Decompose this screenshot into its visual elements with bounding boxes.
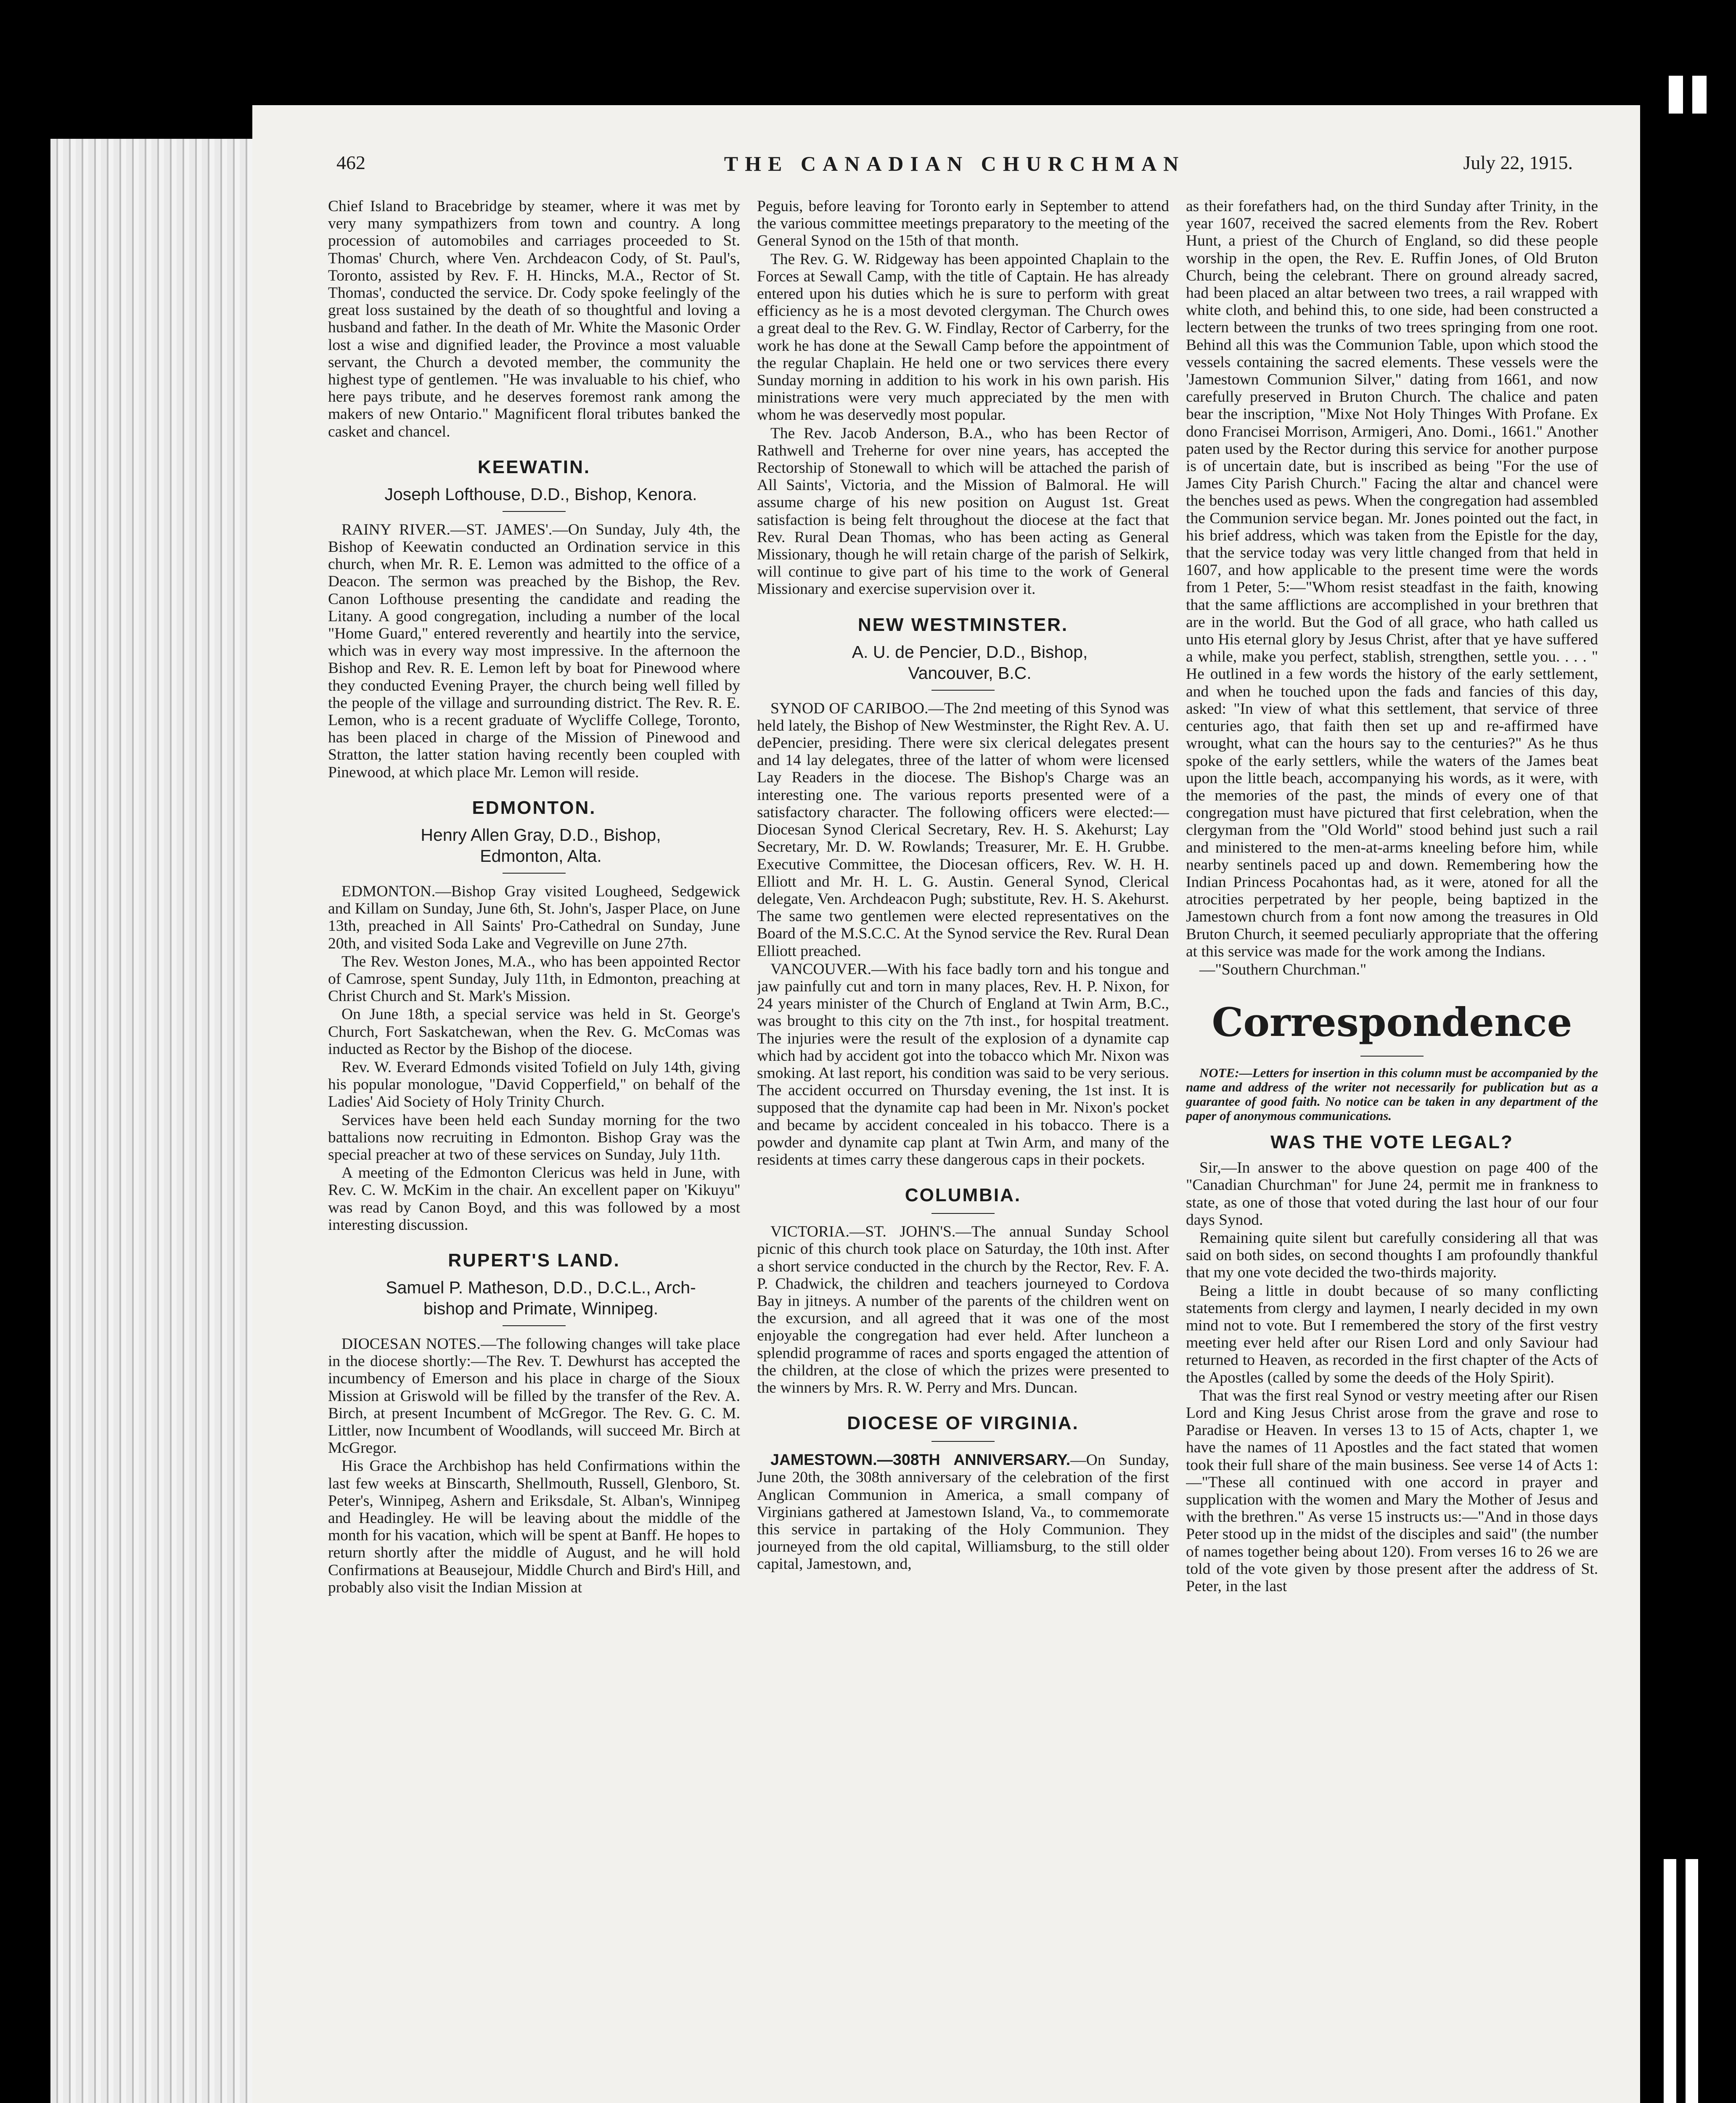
article-paragraph: The Rev. G. W. Ridgeway has been appointed Chaplain to the Forces at Sewall Camp, with the title of Captain. He has already entered upon his duties which he is sure to perform with great efficiency as he is a most devoted clergyman. The Church owes a great deal to the Rev. G. W. Findlay, Rector of Carberry, for the work he has done at the Sewall Camp before the appointment of the regular Chaplain. He held one or two services there every Sunday morning in addition to his work in his own parish. His ministrations were very much appreciated by the men with whom he was deservedly most popular.	[757, 250, 1169, 424]
section-heading-keewatin: KEEWATIN.	[477, 456, 591, 477]
article-paragraph: Rev. W. Everard Edmonds visited Tofield on July 14th, giving his popular monologue, "David Copperfield," on behalf of the Ladies' Aid Society of Holy Trinity Church.	[328, 1058, 740, 1111]
article-paragraph: His Grace the Archbishop has held Confirmations within the last few weeks at Binscarth, Shellmouth, Russell, Glenboro, St. Peter's, Winnipeg, Ashern and Eriksdale, St. Alban's, Winnipeg and Headingley. He will be leaving about the middle of the month for his vacation, which will be spent at Banff. He hopes to return shortly after the middle of August, and he will hold Confirmations at Beausejour, Middle Church and Bird's Hill, and probably also visit the Indian Mission at	[328, 1457, 740, 1596]
article-text: —On Sunday, June 20th, the 308th anniversary of the celebration of the first Anglican Communion in America, a small company of Virginians gathered at Jamestown Island, Va., to commemorate this service in partaking of the Holy Communion. They journeyed from the old capital, Williamsburg, to the still older capital, Jamestown, and,	[757, 1451, 1169, 1573]
bishop-line: A. U. de Pencier, D.D., Bishop,	[852, 642, 1088, 662]
bishop-line: Edmonton, Alta.	[480, 846, 602, 866]
bishop-line: Henry Allen Gray, D.D., Bishop,	[421, 825, 661, 845]
article-paragraph: RAINY RIVER.—ST. JAMES'.—On Sunday, July 4th, the Bishop of Keewatin conducted an Ordination service in this church, when Mr. R. E. Lemon was admitted to the office of a Deacon. The sermon was preached by the Bishop, the Rev. Canon Lofthouse presenting the candidate and reading the Litany. A good congregation, including a number of the local "Home Guard," entered reverently and heartily into the service, which was in every way most impressive. In the afternoon the Bishop and Rev. R. E. Lemon left by boat for Pinewood where they conducted Evening Prayer, the church being well filled by the people of the village and surrounding district. The Rev. R. E. Lemon, who is a recent graduate of Wycliffe College, Toronto, has been placed in charge of the Mission of Pinewood and Stratton, the latter station having recently been coupled with Pinewood, at which place Mr. Lemon will reside.	[328, 521, 740, 781]
letter-paragraph: That was the first real Synod or vestry meeting after our Risen Lord and King Jesus Christ arose from the grave and rose to Paradise or Heaven. In verses 13 to 15 of Acts, chapter 1, we have the names of 11 Apostles and the fact stated that women took their full share of the main business. See verse 14 of Acts 1:—"These all continued with one accord in prayer and supplication with the women and Mary the Mother of Jesus and with the brethren." As verse 15 instructs us:—"And in those days Peter stood up in the midst of the disciples and said" (the number of names together being about 120). From verses 16 to 26 we are told of the vote given by those present after the address of St. Peter, in the last	[1186, 1387, 1598, 1595]
article-paragraph: Services have been held each Sunday morning for the two battalions now recruiting in Edmonton. Bishop Gray was the special preacher at two of these services on Sunday, July 11th.	[328, 1111, 740, 1163]
divider-rule	[932, 690, 995, 691]
column-3	[1186, 198, 1598, 2103]
page-number: 462	[336, 152, 365, 173]
section-heading-new-westminster: NEW WESTMINSTER.	[857, 614, 1069, 635]
section-heading-virginia: DIOCESE OF VIRGINIA.	[847, 1413, 1079, 1434]
correspondence-heading: Correspondence	[1212, 999, 1572, 1046]
article-paragraph: On June 18th, a special service was held in St. George's Church, Fort Saskatchewan, when the Rev. G. McComas was inducted as Rector by the Bishop of the diocese.	[328, 1006, 740, 1058]
article-paragraph	[757, 1451, 1169, 1573]
article-source: —"Southern Churchman."	[1199, 961, 1367, 978]
run-in-heading: JAMESTOWN.—308TH ANNIVERSARY.	[770, 1451, 1071, 1469]
film-mark	[1692, 76, 1707, 114]
bishop-line: bishop and Primate, Winnipeg.	[423, 1298, 659, 1318]
page-header	[336, 151, 1573, 189]
column-1	[328, 198, 740, 2103]
letter-heading: WAS THE VOTE LEGAL?	[1270, 1132, 1514, 1153]
article-paragraph: VANCOUVER.—With his face badly torn and his tongue and jaw painfully cut and torn in many places, Rev. H. P. Nixon, for 24 years minister of the Church of England at Twin Arm, B.C., was brought to this city on the 7th inst., for hospital treatment. The injuries were the result of the explosion of a dynamite cap which had by accident got into the tobacco which Mr. Nixon was smoking. At last report, his condition was said to be very serious. The accident occurred on Thursday evening, the 1st inst. It is supposed that the dynamite cap had been in Mr. Nixon's pocket and became by accident concealed in his tobacco. There is a powder and dynamite cap plant at Twin Arm, and many of the residents at times carry these dangerous caps in their pockets.	[757, 960, 1169, 1168]
bishop-line: Vancouver, B.C.	[908, 663, 1032, 683]
article-paragraph: A meeting of the Edmonton Clericus was held in June, with Rev. C. W. McKim in the chair. An excellent paper on 'Kikuyu'' was read by Canon Boyd, and this was followed by a most interesting discussion.	[328, 1164, 740, 1234]
film-mark	[1669, 76, 1683, 114]
bishop-line: Samuel P. Matheson, D.D., D.C.L., Arch-	[386, 1277, 696, 1297]
book-binding-edge	[50, 139, 278, 2103]
film-edge-marks	[1660, 0, 1736, 2103]
editorial-note: NOTE:—Letters for insertion in this column must be accompanied by the name and address of the writer not necessarily for publication but as a guarantee of good faith. No notice can be taken in any department of the paper of anonymous communications.	[1186, 1065, 1598, 1123]
issue-date: July 22, 1915.	[1463, 152, 1573, 173]
divider-rule	[503, 1325, 566, 1326]
article-paragraph: SYNOD OF CARIBOO.—The 2nd meeting of this Synod was held lately, the Bishop of New Westminster, the Right Rev. A. U. dePencier, presiding. There were six clerical delegates present and 14 lay delegates, three of the latter of whom were licensed Lay Readers in the diocese. The Bishop's Charge was an interesting one. The various reports presented were of a satisfactory character. The following officers were elected:—Diocesan Synod Clerical Secretary, Rev. H. S. Akehurst; Lay Secretary, Mr. D. W. Rowlands; Treasurer, Mr. E. H. Grubbe. Executive Committee, the Diocesan officers, Rev. W. H. H. Elliott and Mr. H. L. G. Austin. General Synod, Clerical delegate, Ven. Archdeacon Pugh; substitute, Rev. H. S. Akehurst. The same two gentlemen were elected representatives on the Board of the M.S.C.C. At the Synod service the Rev. Rural Dean Elliott preached.	[757, 699, 1169, 960]
article-paragraph: Chief Island to Bracebridge by steamer, where it was met by very many sympathizers from town and country. A long procession of automobiles and carriages proceeded to St. Thomas' Church, where Ven. Archdeacon Cody, of St. Paul's, Toronto, assisted by Rev. F. H. Hincks, M.A., Rector of St. Thomas', conducted the service. Dr. Cody spoke feelingly of the great loss sustained by the death of so thoughtful and loving a husband and father. In the death of Mr. White the Masonic Order lost a wise and dignified leader, the Province a most valuable servant, the Church a devoted member, the community the highest type of gentlemen. "He was invaluable to his chief, who here pays tribute, and he deserves foremost rank among the makers of new Ontario." Magnificent floral tributes banked the casket and chancel.	[328, 198, 740, 440]
article-paragraph: The Rev. Weston Jones, M.A., who has been appointed Rector of Camrose, spent Sunday, July 11th, in Edmonton, preaching at Christ Church and St. Mark's Mission.	[328, 953, 740, 1005]
article-paragraph: as their forefathers had, on the third Sunday after Trinity, in the year 1607, received the sacred elements from the Rev. Robert Hunt, a priest of the Church of England, so did these people worship in the open, the Rev. E. Ruffin Jones, of Old Bruton Church, being the celebrant. There on ground already sacred, had been placed an altar between two trees, a rail wrapped with white cloth, and behind this, to one side, had been constructed a lectern between the trunks of two trees springing from one root. Behind all this was the Communion Table, upon which stood the vessels containing the sacred elements. These vessels were the 'Jamestown Communion Silver," dating from 1661, and now carefully preserved in Bruton Church. The chalice and paten bear the inscription, "Mixe Not Holy Thinges With Profane. Ex dono Francisei Morrison, Armigeri, Ano. Domi., 1661." Another paten used by the Rector during this service for another purpose is of uncertain date, but is inscribed as being "For the use of James City Parish Church." Facing the altar and chancel were the benches used as pews. When the congregation had assembled the Communion service began. Mr. Jones pointed out the fact, in his brief address, which was taken from the Epistle for the day, that the service today was very little changed from that held in 1607, and how applicable to the present time were the words from 1 Peter, 5:—"Whom resist steadfast in the faith, knowing that the same afflictions are accomplished in your brethren that are in the world. But the God of all grace, who hath called us unto His eternal glory by Jesus Christ, after that ye have suffered a while, make you perfect, stablish, strengthen, settle you. . . . " He outlined in a few words the history of the early settlement, and when he touched upon the fads and fancies of this day, asked: "In view of what this settlement, that service of three centuries ago, that faith then set up and re-affirmed have wrought, what can the hours say to the centuries?" As he thus spoke of the early settlers, while the waters of the James beat upon the little beach, accompanying his words, as it were, with the memories of the past, the minds of every one of that congregation must have pictured that first celebration, when the clergyman from the "Old World" stood behind just such a rail and ministered to the men-at-arms kneeling before him, while nearby sentinels paced up and down. Remembering how the Indian Princess Pocahontas had, as it were, atoned for all the atrocities perpetrated by her people, being baptized in the Jamestown church from a font now among the treasures in Old Bruton Church, it seemed peculiarly appropriate that the offering at this service was made for the work among the Indians.	[1186, 198, 1598, 960]
bishop-line: Joseph Lofthouse, D.D., Bishop, Kenora.	[384, 484, 697, 504]
film-mark	[1686, 1859, 1698, 2103]
masthead: THE CANADIAN CHURCHMAN	[724, 152, 1186, 175]
divider-rule	[932, 1213, 995, 1214]
divider-rule	[932, 1441, 995, 1442]
section-heading-columbia: COLUMBIA.	[905, 1185, 1021, 1206]
divider-rule	[1360, 1056, 1424, 1057]
divider-rule	[503, 511, 566, 512]
article-paragraph: DIOCESAN NOTES.—The following changes will take place in the diocese shortly:—The Rev. T. Dewhurst has accepted the incumbency of Emerson and his place in charge of the Sioux Mission at Griswold will be filled by the transfer of the Rev. A. Birch, at present Incumbent of McGregor. The Rev. G. C. M. Littler, now Incumbent of Woodlands, will succeed Mr. Birch at McGregor.	[328, 1335, 740, 1457]
newspaper-page	[252, 105, 1640, 2103]
column-2	[757, 198, 1169, 2103]
letter-paragraph: Being a little in doubt because of so many conflicting statements from clergy and laymen, I nearly decided in my own mind not to vote. But I remembered the story of the first vestry meeting ever held after our Risen Lord and only Saviour had returned to Heaven, as recorded in the first chapter of the Acts of the Apostles (called by some the deeds of the Holy Spirit).	[1186, 1282, 1598, 1386]
article-paragraph: EDMONTON.—Bishop Gray visited Lougheed, Sedgewick and Killam on Sunday, June 6th, St. John's, Jasper Place, on June 13th, preached in All Saints' Pro-Cathedral on Sunday, June 20th, and visited Soda Lake and Vegreville on June 27th.	[328, 882, 740, 952]
article-paragraph: VICTORIA.—ST. JOHN'S.—The annual Sunday School picnic of this church took place on Saturday, the 10th inst. After a short service conducted in the church by the Rector, Rev. F. A. P. Chadwick, the children and teachers journeyed to Cordova Bay in jitneys. A number of the parents of the children went on the excursion, and all agreed that it was one of the most enjoyable the congregation had ever held. After luncheon a splendid programme of races and sports engaged the attention of the children, at the close of which the prizes were presented to the winners by Mrs. R. W. Perry and Mrs. Duncan.	[757, 1223, 1169, 1396]
article-paragraph: The Rev. Jacob Anderson, B.A., who has been Rector of Rathwell and Treherne for over nine years, has accepted the Rectorship of Stonewall to which will be attached the parish of All Saints', Victoria, and the Mission of Balmoral. He will assume charge of his new position on August 1st. Great satisfaction is being felt throughout the diocese at the fact that Rev. Rural Dean Thomas, who has been acting as General Missionary, though he will retain charge of the parish of Selkirk, will continue to give part of his time to the work of General Missionary and exercise supervision over it.	[757, 424, 1169, 598]
section-heading-edmonton: EDMONTON.	[472, 797, 596, 818]
letter-paragraph: Remaining quite silent but carefully considering all that was said on both sides, on second thoughts I am profoundly thankful that my one vote decided the two-thirds majority.	[1186, 1229, 1598, 1282]
article-paragraph: Peguis, before leaving for Toronto early in September to attend the various committee meetings preparatory to the meeting of the General Synod on the 15th of that month.	[757, 198, 1169, 250]
letter-paragraph: Sir,—In answer to the above question on page 400 of the "Canadian Churchman" for June 24, permit me in frankness to state, as one of those that voted during the last hour of our four days Synod.	[1186, 1159, 1598, 1229]
film-mark	[1664, 1859, 1676, 2103]
section-heading-ruperts-land: RUPERT'S LAND.	[448, 1250, 620, 1271]
divider-rule	[503, 873, 566, 874]
